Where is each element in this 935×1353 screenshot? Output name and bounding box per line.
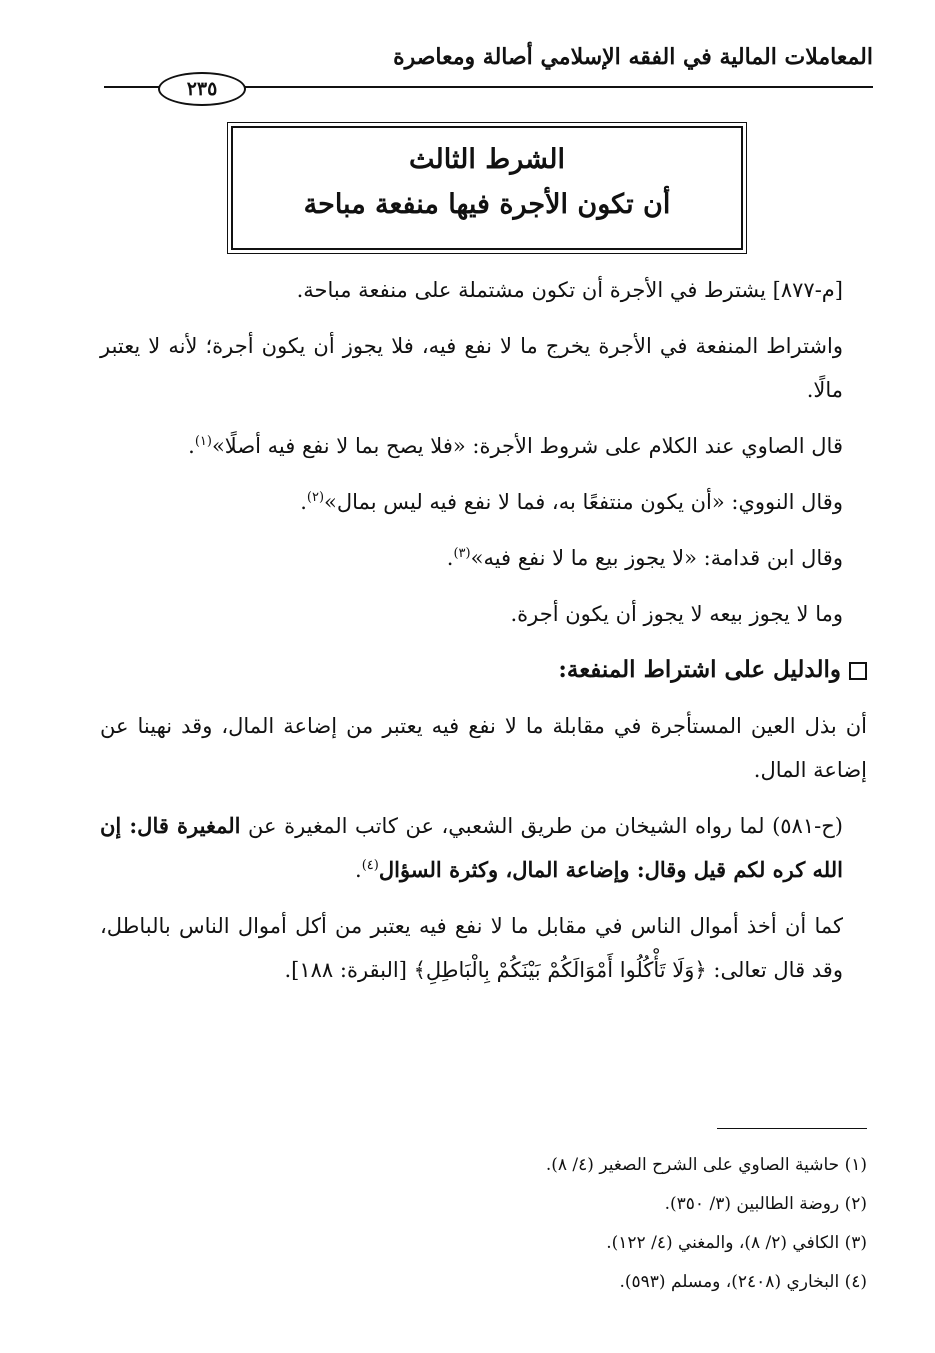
section-title-box [231, 126, 743, 250]
quote-nawawi: وقال النووي: «أن يكون منتفعًا به، فما لا نفع فيه ليس بمال» [324, 490, 843, 514]
hadith-chain: (ح-٥٨١) لما رواه الشيخان من طريق الشعبي، عن كاتب المغيرة عن [248, 814, 843, 838]
main-text [100, 268, 867, 1004]
footnote-4: (٤) البخاري (٢٤٠٨)، ومسلم (٥٩٣). [619, 1272, 867, 1292]
footnote-ref-2: (٢) [306, 490, 325, 505]
footnote-1: (١) حاشية الصاوي على الشرح الصغير (٤/ ٨). [545, 1155, 867, 1175]
footnote-ref-4: (٤) [361, 858, 379, 873]
quote-ibn-qudama: وقال ابن قدامة: «لا يجوز بيع ما لا نفع فيه» [470, 546, 843, 570]
paragraph-8: (ح-٥٨١) لما رواه الشيخان من طريق الشعبي، عن كاتب المغيرة عن المغيرة قال: إن الله كره لكم قيل وقال: وإضاعة المال، وكثرة السؤال$^{(٤)}$. [100, 813, 843, 882]
section-title: الشرط الثالث [409, 144, 565, 175]
footnote-ref-1: (١) [194, 434, 212, 449]
paragraph-5: وقال ابن قدامة: «لا يجوز بيع ما لا نفع فيه»$^{(٣)}$. [446, 546, 843, 570]
paragraph-1: [م-٨٧٧] يشترط في الأجرة أن تكون مشتملة على منفعة مباحة. [296, 278, 843, 302]
checkbox-icon [849, 662, 867, 680]
quote-sawi: قال الصاوي عند الكلام على شروط الأجرة: «فلا يصح بما لا نفع فيه أصلًا» [211, 434, 843, 458]
evidence-heading-text: والدليل على اشتراط المنفعة: [558, 656, 841, 683]
section-subtitle: أن تكون الأجرة فيها منفعة مباحة [303, 189, 671, 220]
paragraph-2: واشتراط المنفعة في الأجرة يخرج ما لا نفع فيه، فلا يجوز أن يكون أجرة؛ لأنه لا يعتبر مالًا. [100, 334, 843, 402]
paragraph-4: وقال النووي: «أن يكون منتفعًا به، فما لا نفع فيه ليس بمال»$^{(٢)}$. [300, 490, 843, 514]
paragraph-7: أن بذل العين المستأجرة في مقابلة ما لا نفع فيه يعتبر من إضاعة المال، وقد نهينا عن إضاعة المال. [100, 714, 867, 782]
footnote-2: (٢) روضة الطالبين (٣/ ٣٥٠). [664, 1194, 867, 1214]
running-header-title: المعاملات المالية في الفقه الإسلامي أصالة ومعاصرة [393, 44, 873, 70]
paragraph-6: وما لا يجوز بيعه لا يجوز أن يكون أجرة. [510, 602, 843, 626]
paragraph-3: قال الصاوي عند الكلام على شروط الأجرة: «فلا يصح بما لا نفع فيه أصلًا»$^{(١)}$. [188, 434, 843, 458]
footnote-3: (٣) الكافي (٢/ ٨)، والمغني (٤/ ١٢٢). [606, 1233, 867, 1253]
page-number: ٢٣٥ [158, 72, 246, 106]
footnote-rule [717, 1128, 867, 1129]
hadith-text: المغيرة قال: إن الله كره لكم قيل وقال: وإضاعة المال، وكثرة السؤال [100, 813, 843, 882]
paragraph-9: كما أن أخذ أموال الناس في مقابل ما لا نفع فيه يعتبر من أكل أموال الناس بالباطل، وقد قال تعالى: ﴿وَلَا تَأْكُلُوا أَمْوَالَكُمْ بَيْنَكُمْ بِالْبَاطِلِ﴾ [البقرة: ١٨٨]. [100, 914, 843, 982]
footnote-ref-3: (٣) [453, 546, 471, 561]
footnotes [100, 1146, 867, 1302]
evidence-heading [100, 648, 867, 692]
